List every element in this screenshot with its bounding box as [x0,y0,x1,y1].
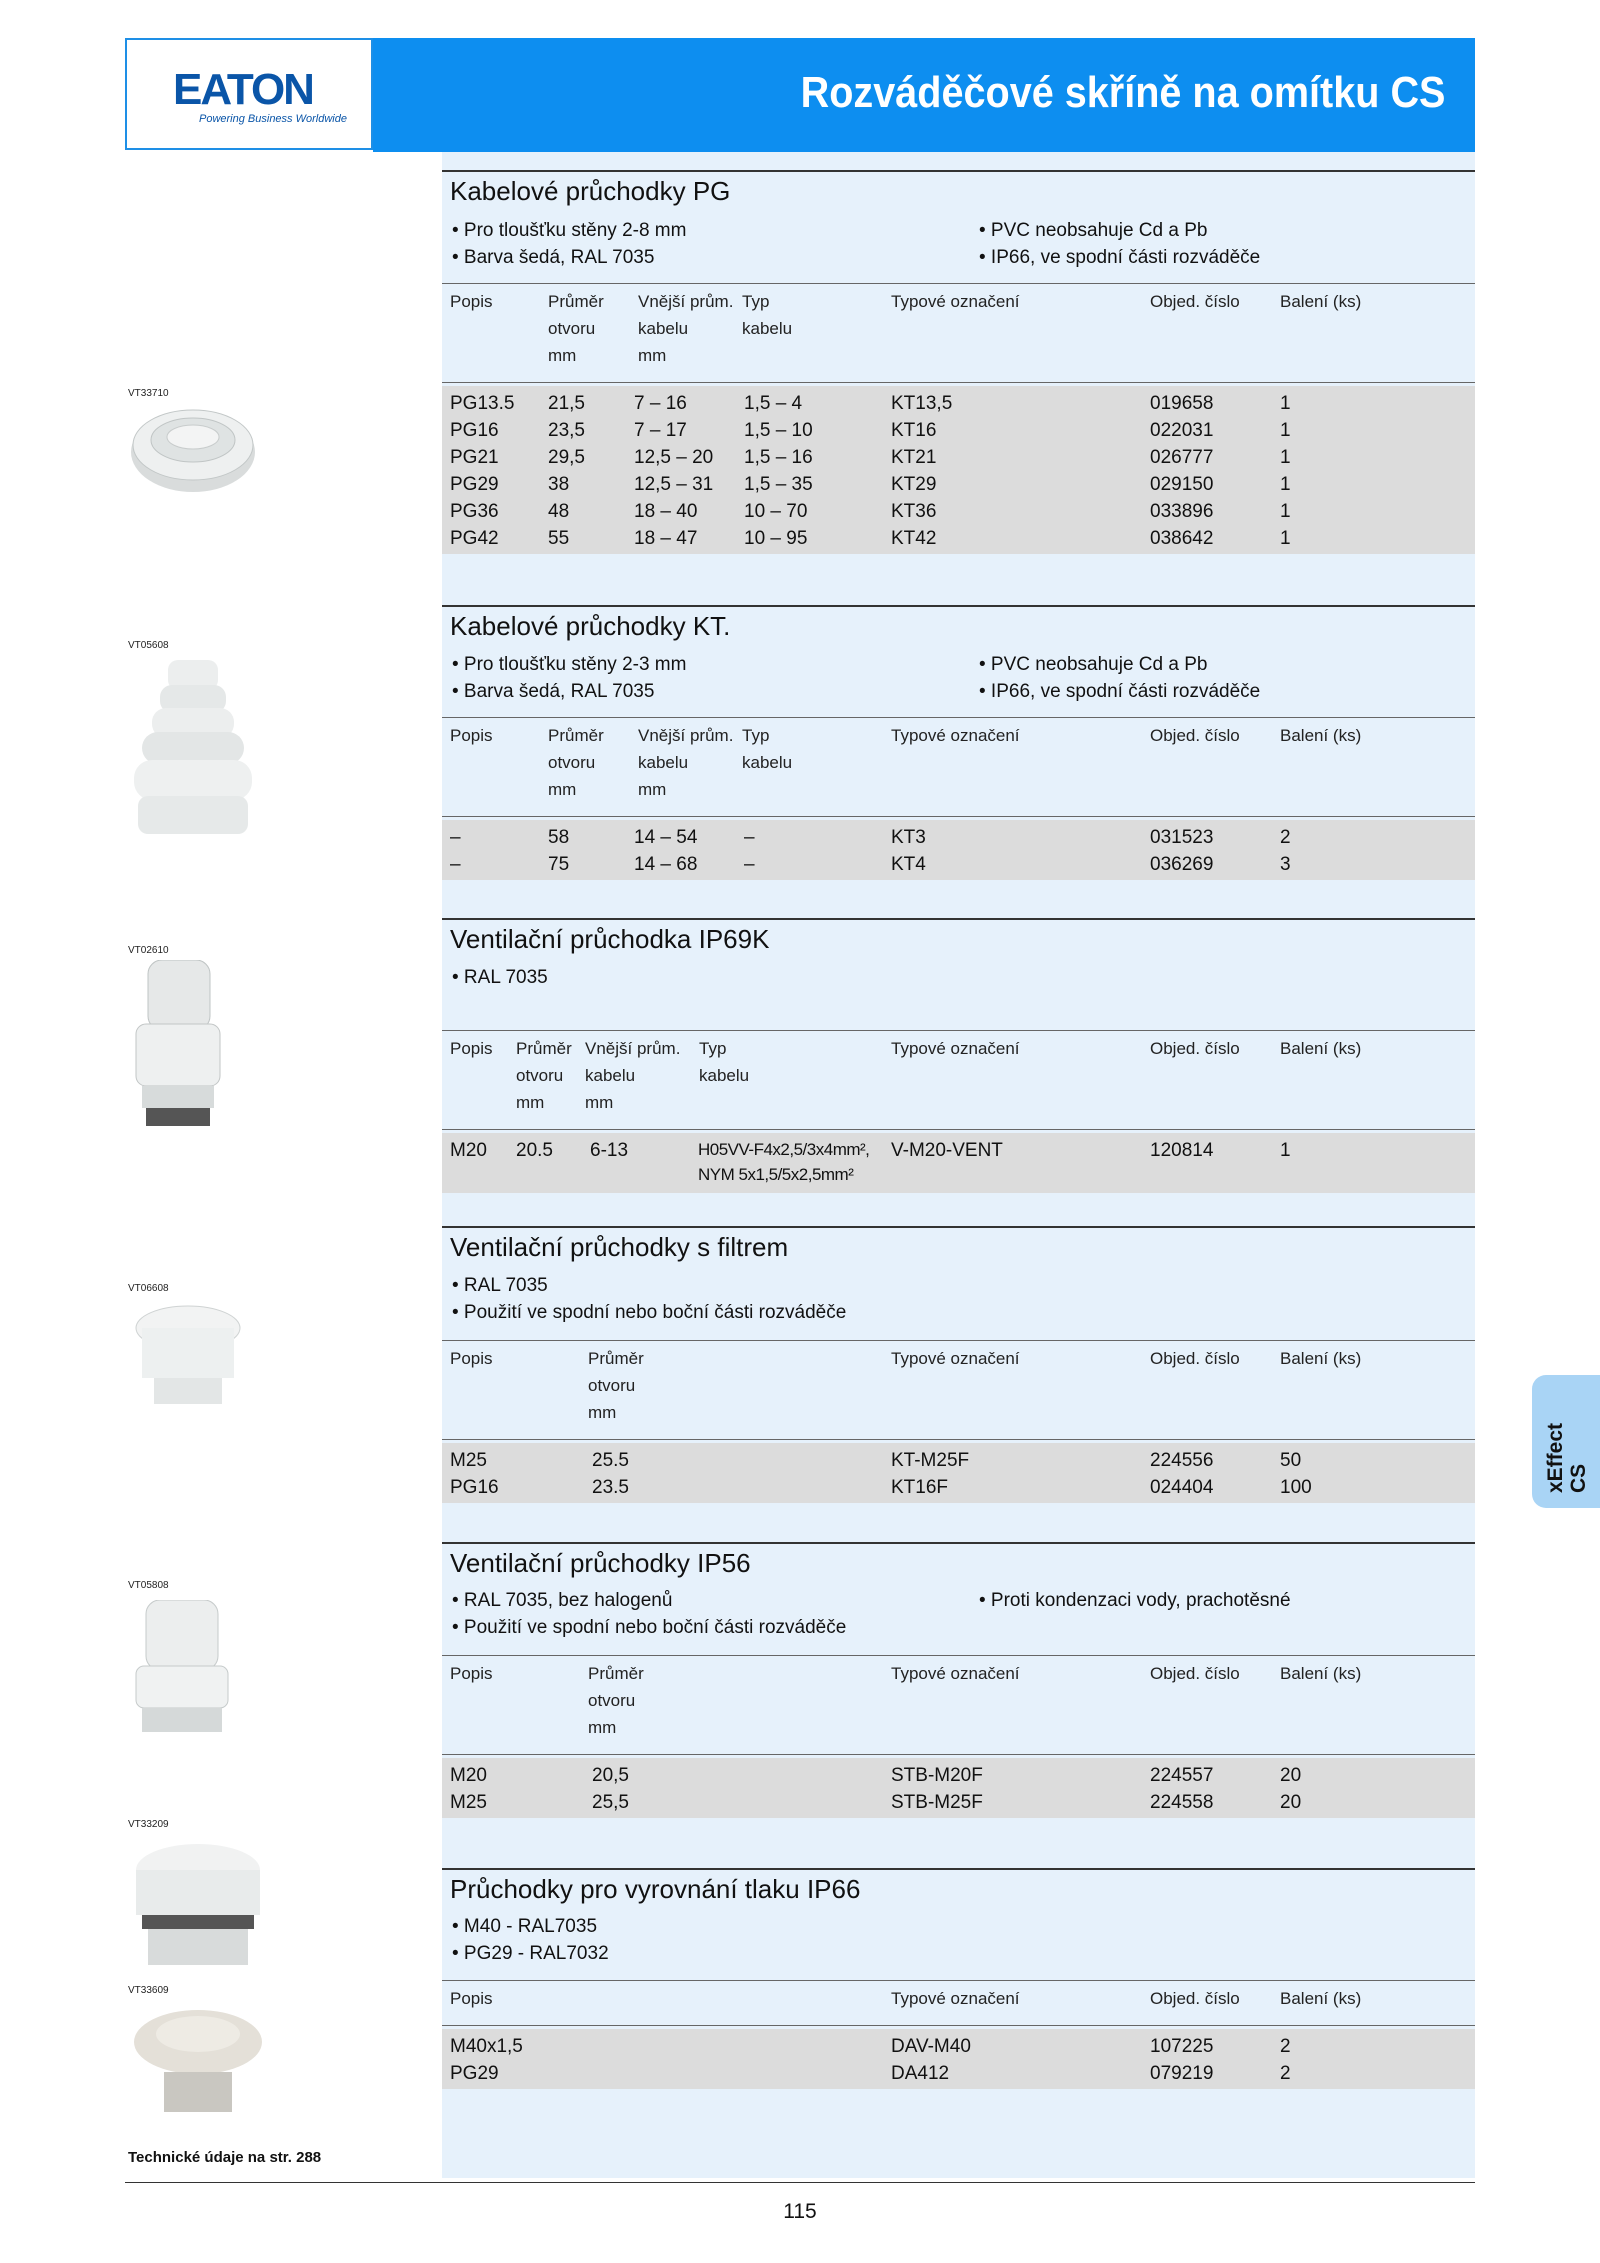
table-cell: 18 – 47 [634,528,698,549]
table-cell: M25 [450,1450,487,1471]
column-header: Typové označení [891,1664,1020,1683]
section-divider [442,1542,1475,1544]
section-divider [442,605,1475,607]
column-header: Typové označení [891,1039,1020,1058]
table-cell: 48 [548,501,570,522]
section-divider [442,918,1475,920]
table-cell: 038642 [1150,528,1214,549]
column-header: Objed. číslo [1150,292,1240,311]
table-cell: 29,5 [548,447,585,468]
table-cell: KT13,5 [891,393,953,414]
table-cell: PG42 [450,528,499,549]
bullet-item: • PVC neobsahuje Cd a Pb [979,654,1208,675]
bullet-item: • IP66, ve spodní části rozváděče [979,681,1261,702]
filter-vent-image [128,1300,248,1415]
rows-divider [442,2025,1475,2026]
table-cell: 20.5 [516,1140,553,1161]
column-header: Průměr otvoru mm [548,726,604,799]
bullet-item: • Pro tloušťku stěny 2-8 mm [452,220,687,241]
table-cell: 024404 [1150,1477,1214,1498]
table-cell: 120814 [1150,1140,1214,1161]
table-cell: KT36 [891,501,937,522]
column-header: Objed. číslo [1150,1039,1240,1058]
table-cell: 036269 [1150,854,1214,875]
column-header: Typové označení [891,726,1020,745]
table-cell: 1 [1280,501,1291,522]
column-header: Popis [450,1349,493,1368]
table-body [442,386,1475,554]
column-header: Objed. číslo [1150,726,1240,745]
table-cell: – [744,854,755,875]
table-cell: M20 [450,1765,487,1786]
column-header: Typové označení [891,1349,1020,1368]
column-header: Typ kabelu [742,726,793,772]
image-code: VT33209 [128,1819,169,1830]
table-cell: 7 – 16 [634,393,687,414]
column-header: Popis [450,726,493,745]
section-title: Ventilační průchodka IP69K [450,924,770,954]
header-divider [442,1030,1475,1031]
column-header: Průměr otvoru mm [588,1664,644,1737]
table-cell: H05VV-F4x2,5/3x4mm², NYM 5x1,5/5x2,5mm² [698,1140,870,1184]
table-cell: 107225 [1150,2036,1214,2057]
bullet-item: • Proti kondenzaci vody, prachotěsné [979,1590,1291,1611]
table-cell: 031523 [1150,827,1214,848]
table-cell: 75 [548,854,570,875]
rows-divider [442,1754,1475,1755]
column-header: Typové označení [891,1989,1020,2008]
column-header: Vnější prům. kabelu mm [585,1039,681,1112]
image-code: VT05808 [128,1580,169,1591]
table-cell: 029150 [1150,474,1214,495]
table-cell: 224556 [1150,1450,1214,1471]
image-code: VT02610 [128,945,169,956]
table-cell: 14 – 54 [634,827,698,848]
header-divider [442,283,1475,284]
table-cell: DAV-M40 [891,2036,971,2057]
table-cell: 20,5 [592,1765,629,1786]
table-cell: 1,5 – 10 [744,420,813,441]
table-cell: PG13.5 [450,393,515,414]
table-cell: KT42 [891,528,937,549]
table-cell: 18 – 40 [634,501,698,522]
tech-data-note: Technické údaje na str. 288 [128,2149,322,2166]
section-divider [442,1868,1475,1870]
table-cell: STB-M20F [891,1765,983,1786]
round-grommet-image [128,390,258,505]
bullet-item: • M40 - RAL7035 [452,1916,598,1937]
table-cell: 100 [1280,1477,1312,1498]
column-header: Objed. číslo [1150,1349,1240,1368]
bullet-item: • Použití ve spodní nebo boční části rozváděče [452,1617,847,1638]
table-cell: 1 [1280,474,1291,495]
table-cell: STB-M25F [891,1792,983,1813]
column-header: Typové označení [891,292,1020,311]
table-cell: PG29 [450,474,499,495]
column-header: Balení (ks) [1280,1349,1362,1368]
section-title: Kabelové průchodky PG [450,176,731,206]
table-cell: PG21 [450,447,499,468]
bullet-item: • Barva šedá, RAL 7035 [452,247,655,268]
header-divider [442,717,1475,718]
bullet-item: • PG29 - RAL7032 [452,1943,609,1964]
table-cell: M25 [450,1792,487,1813]
bullet-item: • Pro tloušťku stěny 2-3 mm [452,654,687,675]
column-header: Typ kabelu [742,292,793,338]
eaton-logo [125,38,373,150]
table-cell: KT29 [891,474,937,495]
table-cell: 2 [1280,827,1291,848]
column-header: Balení (ks) [1280,1989,1362,2008]
table-cell: 20 [1280,1792,1302,1813]
table-cell: – [450,827,461,848]
table-cell: 20 [1280,1765,1302,1786]
table-cell: PG36 [450,501,499,522]
table-cell: 23.5 [592,1477,629,1498]
section-title: Ventilační průchodky IP56 [450,1548,751,1578]
column-header: Balení (ks) [1280,292,1362,311]
bullet-item: • PVC neobsahuje Cd a Pb [979,220,1208,241]
side-tab-xeffect-cs[interactable] [1532,1375,1600,1508]
table-cell: 12,5 – 31 [634,474,714,495]
table-cell: M40x1,5 [450,2036,523,2057]
column-header: Balení (ks) [1280,1039,1362,1058]
table-cell: KT-M25F [891,1450,970,1471]
table-cell: 1 [1280,420,1291,441]
table-cell: 21,5 [548,393,585,414]
table-cell: KT16F [891,1477,949,1498]
header-divider [442,1655,1475,1656]
table-cell: 10 – 95 [744,528,808,549]
conical-grommet-image [128,660,258,845]
table-cell: 38 [548,474,570,495]
logo-wordmark: EATON [173,65,313,114]
table-cell: 50 [1280,1450,1302,1471]
table-cell: KT16 [891,420,937,441]
table-cell: 1 [1280,447,1291,468]
table-cell: 25.5 [592,1450,629,1471]
column-header: Balení (ks) [1280,1664,1362,1683]
bullet-item: • Použití ve spodní nebo boční části rozváděče [452,1302,847,1323]
table-cell: 224557 [1150,1765,1214,1786]
column-header: Objed. číslo [1150,1664,1240,1683]
column-header: Balení (ks) [1280,726,1362,745]
table-cell: PG29 [450,2063,499,2084]
footer-divider [125,2182,1475,2183]
ip56-vent-image [128,1600,238,1745]
column-header: Průměr otvoru mm [516,1039,572,1112]
pressure-vent-pg29-image [128,2002,268,2127]
page-number: 115 [783,2200,817,2223]
table-cell: 2 [1280,2036,1291,2057]
section-divider [442,1226,1475,1228]
table-cell: 022031 [1150,420,1214,441]
bullet-item: • RAL 7035, bez halogenů [452,1590,673,1611]
table-cell: 55 [548,528,570,549]
section-title: Průchodky pro vyrovnání tlaku IP66 [450,1874,861,1904]
table-cell: – [450,854,461,875]
table-cell: PG16 [450,1477,499,1498]
section-divider [442,170,1475,172]
column-header: Popis [450,1664,493,1683]
table-cell: PG16 [450,420,499,441]
section-title: Kabelové průchodky KT. [450,611,731,641]
image-code: VT06608 [128,1283,169,1294]
table-cell: 1,5 – 16 [744,447,813,468]
table-cell: DA412 [891,2063,950,2084]
rows-divider [442,1129,1475,1130]
image-code: VT05608 [128,640,169,651]
table-cell: 7 – 17 [634,420,687,441]
header-divider [442,1980,1475,1981]
table-cell: KT21 [891,447,937,468]
column-header: Objed. číslo [1150,1989,1240,2008]
image-code: VT33609 [128,1985,169,1996]
table-cell: 1 [1280,393,1291,414]
column-header: Vnější prům. kabelu mm [638,292,734,365]
page-header [125,38,1475,152]
table-cell: 12,5 – 20 [634,447,714,468]
table-cell: KT3 [891,827,926,848]
image-code: VT33710 [128,388,169,399]
rows-divider [442,816,1475,817]
pressure-vent-m40-image [128,1840,268,1975]
table-cell: V-M20-VENT [891,1140,1003,1161]
table-cell: 019658 [1150,393,1214,414]
table-cell: 10 – 70 [744,501,808,522]
rows-divider [442,1439,1475,1440]
bullet-item: • RAL 7035 [452,1275,548,1296]
side-tab-label: xEffect CS [1544,1422,1590,1493]
table-cell: – [744,827,755,848]
table-cell: 079219 [1150,2063,1214,2084]
table-cell: M20 [450,1140,487,1161]
bullet-item: • IP66, ve spodní části rozváděče [979,247,1261,268]
column-header: Průměr otvoru mm [588,1349,644,1422]
column-header: Popis [450,1039,493,1058]
page-title: Rozváděčové skříně na omítku CS [800,68,1445,117]
column-header: Průměr otvoru mm [548,292,604,365]
table-cell: 2 [1280,2063,1291,2084]
table-cell: KT4 [891,854,926,875]
vent-gland-image [128,960,228,1135]
table-cell: 3 [1280,854,1291,875]
header-divider [442,1340,1475,1341]
table-cell: 1,5 – 35 [744,474,813,495]
table-cell: 026777 [1150,447,1214,468]
logo-tagline: Powering Business Worldwide [199,113,347,125]
table-cell: 23,5 [548,420,585,441]
table-cell: 1,5 – 4 [744,393,803,414]
column-header: Popis [450,1989,493,2008]
column-header: Popis [450,292,493,311]
table-cell: 033896 [1150,501,1214,522]
table-cell: 25,5 [592,1792,629,1813]
section-title: Ventilační průchodky s filtrem [450,1232,789,1262]
table-cell: 1 [1280,528,1291,549]
bullet-item: • RAL 7035 [452,967,548,988]
table-body [442,820,1475,880]
column-header: Vnější prům. kabelu mm [638,726,734,799]
bullet-item: • Barva šedá, RAL 7035 [452,681,655,702]
table-cell: 224558 [1150,1792,1214,1813]
rows-divider [442,382,1475,383]
table-cell: 1 [1280,1140,1291,1161]
column-header: Typ kabelu [699,1039,750,1085]
table-cell: 58 [548,827,570,848]
table-cell: 6-13 [590,1140,629,1161]
title-bar [373,38,1475,152]
table-cell: 14 – 68 [634,854,698,875]
